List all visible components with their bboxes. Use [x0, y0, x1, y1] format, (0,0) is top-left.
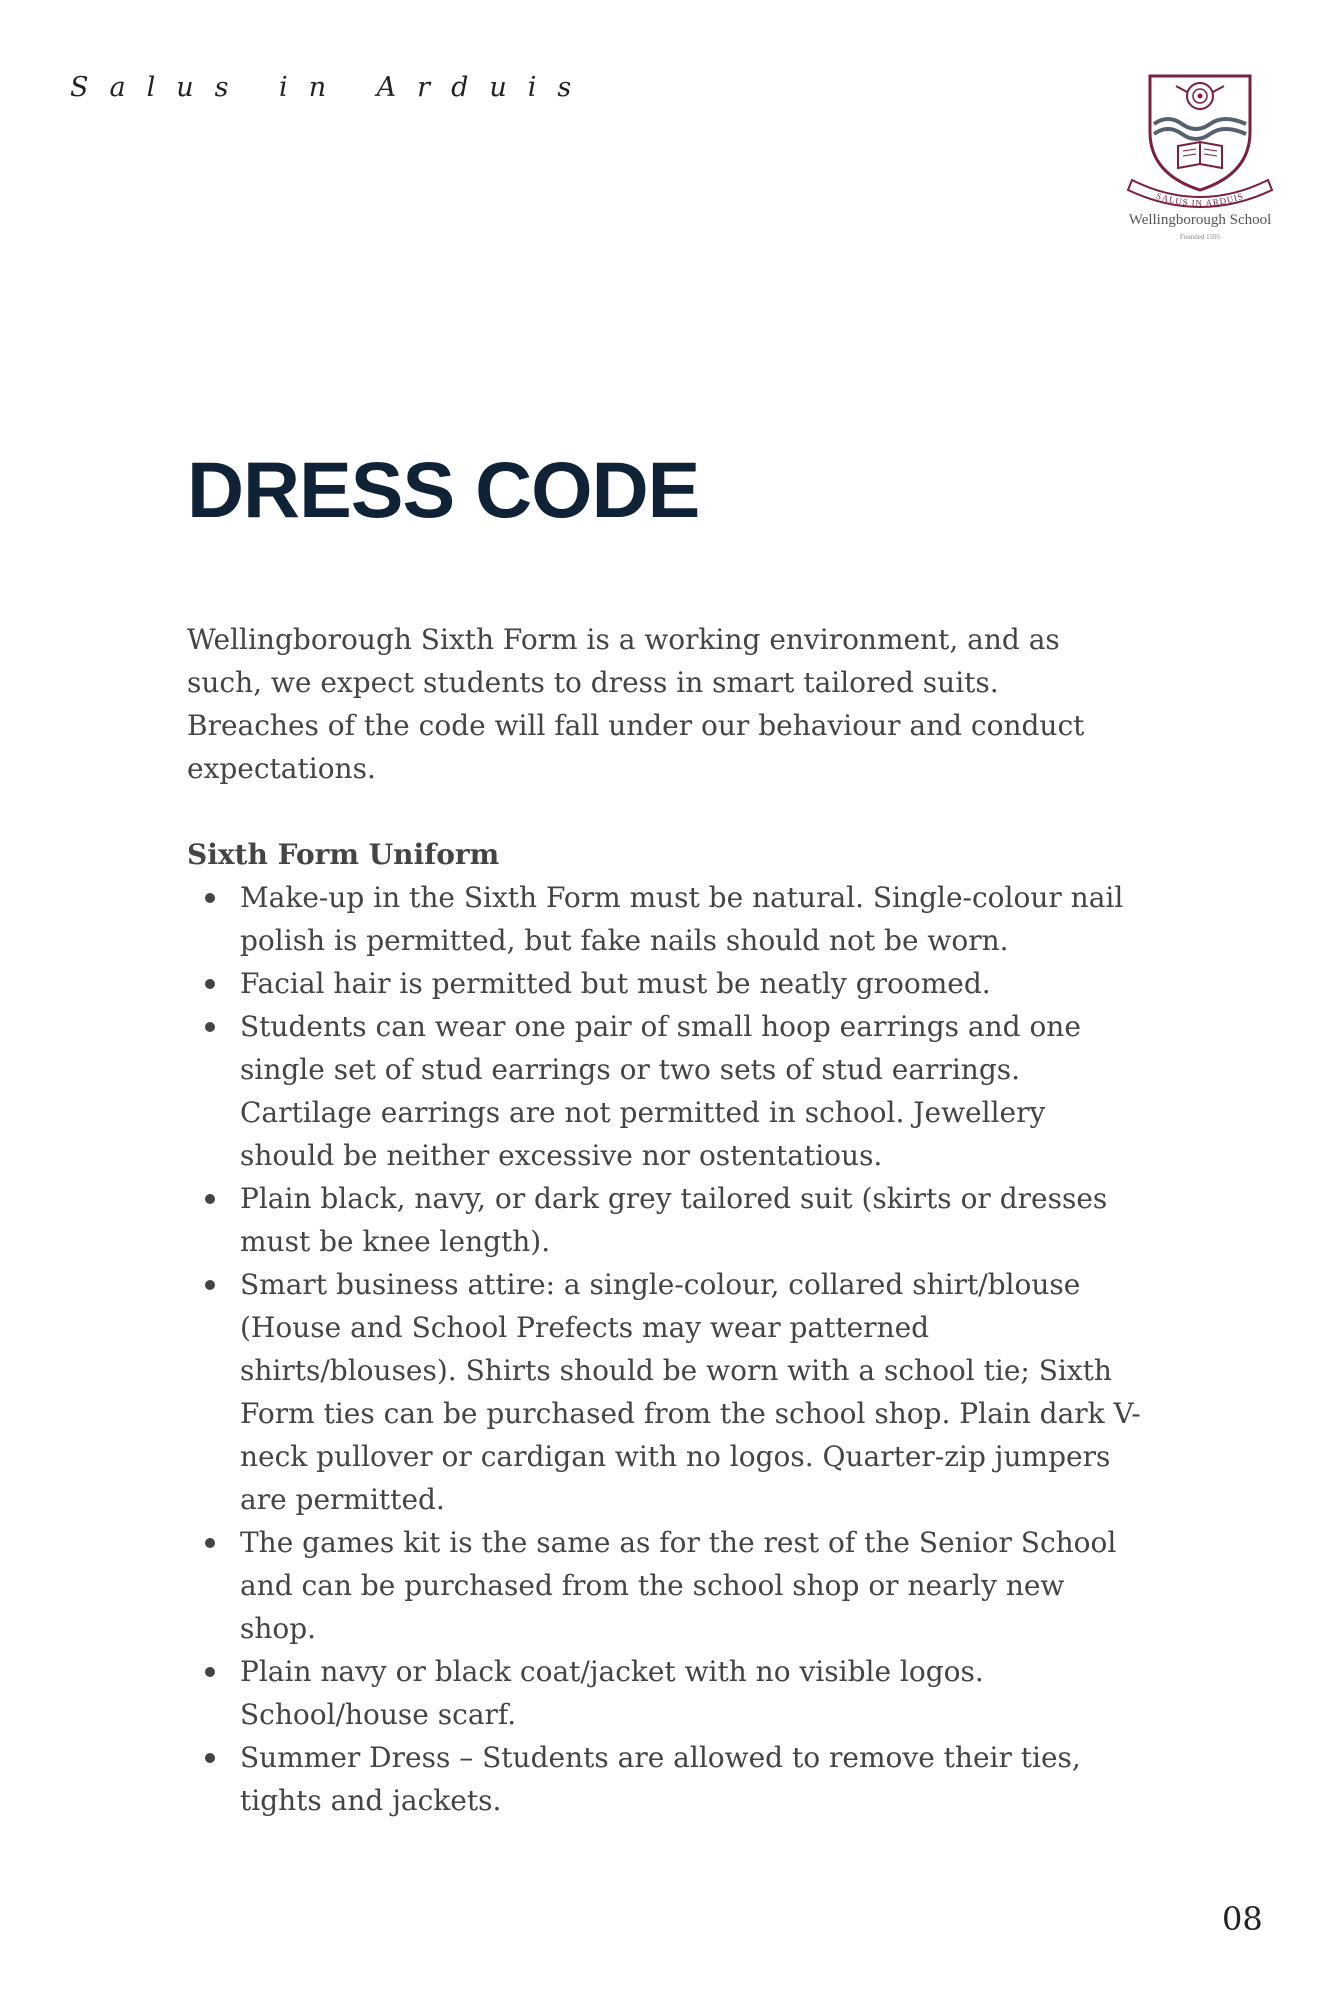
bullet-icon [205, 893, 215, 903]
section-heading: Sixth Form Uniform [187, 838, 500, 871]
school-name: Wellingborough School [1128, 212, 1272, 228]
bullet-icon [205, 1280, 215, 1290]
list-item [187, 1650, 1147, 1736]
intro-paragraph: Wellingborough Sixth Form is a working environment, and as such, we expect students to dress in smart tailored suits. Breaches of the code will fall under our behaviour and conduct expectations. [187, 623, 1085, 785]
list-item [187, 1736, 1147, 1822]
uniform-rules-list [187, 876, 1147, 1822]
list-item-text: Smart business attire: a single-colour, collared shirt/blouse (House and School Prefects may wear patterned shirts/blouses). Shirts should be worn with a school tie; Sixth Form ties can be purchased from the school shop. Plain dark V-neck pullover or cardigan with no logos. Quarter-zip jumpers are permitted. [240, 1268, 1141, 1516]
founded-date: Founded 1595 [1179, 233, 1221, 241]
list-item [187, 1521, 1147, 1650]
list-item [187, 876, 1147, 962]
list-item-text: Students can wear one pair of small hoop earrings and one single set of stud earrings or two sets of stud earrings. Cartilage earrings are not permitted in school. Jewellery should be neither excessive nor ostentatious. [240, 1010, 1081, 1172]
crest-banner-text: SALUS IN ARDUIS [1154, 190, 1246, 209]
list-item [187, 1263, 1147, 1521]
list-item-text: The games kit is the same as for the rest of the Senior School and can be purchased from the school shop or nearly new shop. [240, 1526, 1117, 1645]
bullet-icon [205, 1022, 215, 1032]
crest-shield-icon [1110, 72, 1290, 212]
list-item [187, 1177, 1147, 1263]
bullet-icon [205, 1753, 215, 1763]
page-number: 08 [1222, 1900, 1263, 1938]
page-title: DRESS CODE [187, 445, 700, 534]
list-item-text: Summer Dress – Students are allowed to remove their ties, tights and jackets. [240, 1741, 1081, 1817]
bullet-icon [205, 1194, 215, 1204]
list-item-text: Plain navy or black coat/jacket with no visible logos. School/house scarf. [240, 1655, 984, 1731]
list-item-text: Facial hair is permitted but must be neatly groomed. [240, 967, 991, 1000]
document-body [187, 618, 1147, 1822]
bullet-icon [205, 979, 215, 989]
motto-header: Salus in Arduis [70, 72, 593, 103]
list-item [187, 1005, 1147, 1177]
list-item-text: Plain black, navy, or dark grey tailored suit (skirts or dresses must be knee length). [240, 1182, 1108, 1258]
list-item [187, 962, 1147, 1005]
list-item-text: Make-up in the Sixth Form must be natural. Single-colour nail polish is permitted, but fake nails should not be worn. [240, 881, 1124, 957]
bullet-icon [205, 1667, 215, 1677]
bullet-icon [205, 1538, 215, 1548]
